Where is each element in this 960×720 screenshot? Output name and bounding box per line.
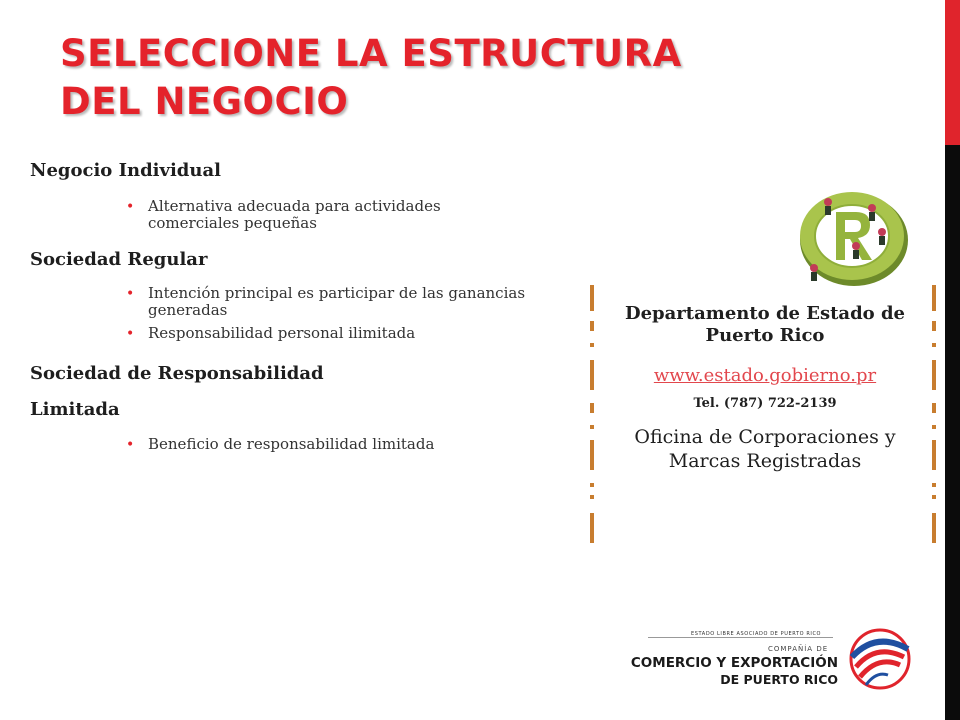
slide-title	[60, 30, 820, 126]
side-accent-dark	[945, 145, 960, 720]
department-phone: Tel. (787) 722-2139	[693, 396, 837, 411]
list-item: • Intención principal es participar de las ganancias generadas	[126, 284, 526, 319]
heading-sociedad-responsabilidad: Sociedad de Responsabilidad	[30, 363, 324, 384]
registered-trademark-icon	[788, 182, 920, 292]
department-info	[590, 285, 938, 545]
bullet-list	[30, 285, 530, 342]
puerto-rico-flag-swoosh-icon	[846, 627, 912, 691]
department-name: Departamento de Estado de Puerto Rico	[625, 303, 905, 346]
logo-tagline: ESTADO LIBRE ASOCIADO DE PUERTO RICO	[688, 631, 824, 637]
logo-line-1: COMERCIO Y EXPORTACIÓN	[630, 655, 838, 671]
bullet-icon: •	[126, 326, 135, 342]
list-item: • Alternativa adecuada para actividades comerciales pequeñas	[126, 197, 441, 232]
list-item: • Beneficio de responsabilidad limitada	[126, 435, 435, 453]
heading-limitada: Limitada	[30, 399, 120, 420]
slide-title-line-1: SELECCIONE LA ESTRUCTURA	[60, 32, 682, 75]
slide-title-line-2: DEL NEGOCIO	[60, 80, 349, 123]
side-accent-red	[945, 0, 960, 145]
bullet-icon: •	[126, 437, 135, 453]
department-office: Oficina de Corporaciones y Marcas Registradas	[634, 426, 896, 472]
bullet-icon: •	[126, 286, 135, 302]
bullet-icon: •	[126, 199, 135, 215]
list-item: • Responsabilidad personal ilimitada	[126, 324, 416, 342]
logo-line-2: DE PUERTO RICO	[720, 672, 838, 687]
logo-divider	[648, 637, 833, 638]
logo-subtitle: COMPAÑÍA DE	[768, 645, 829, 653]
heading-sociedad-regular: Sociedad Regular	[30, 249, 208, 270]
bracket-left	[590, 285, 594, 545]
bullet-list	[30, 436, 530, 453]
bracket-right	[932, 285, 936, 545]
department-website-link[interactable]: www.estado.gobierno.pr	[653, 365, 877, 386]
business-structures	[30, 158, 530, 453]
bullet-list	[30, 198, 530, 232]
heading-negocio-individual: Negocio Individual	[30, 160, 221, 181]
company-logo	[630, 625, 920, 705]
department-details	[610, 303, 920, 473]
